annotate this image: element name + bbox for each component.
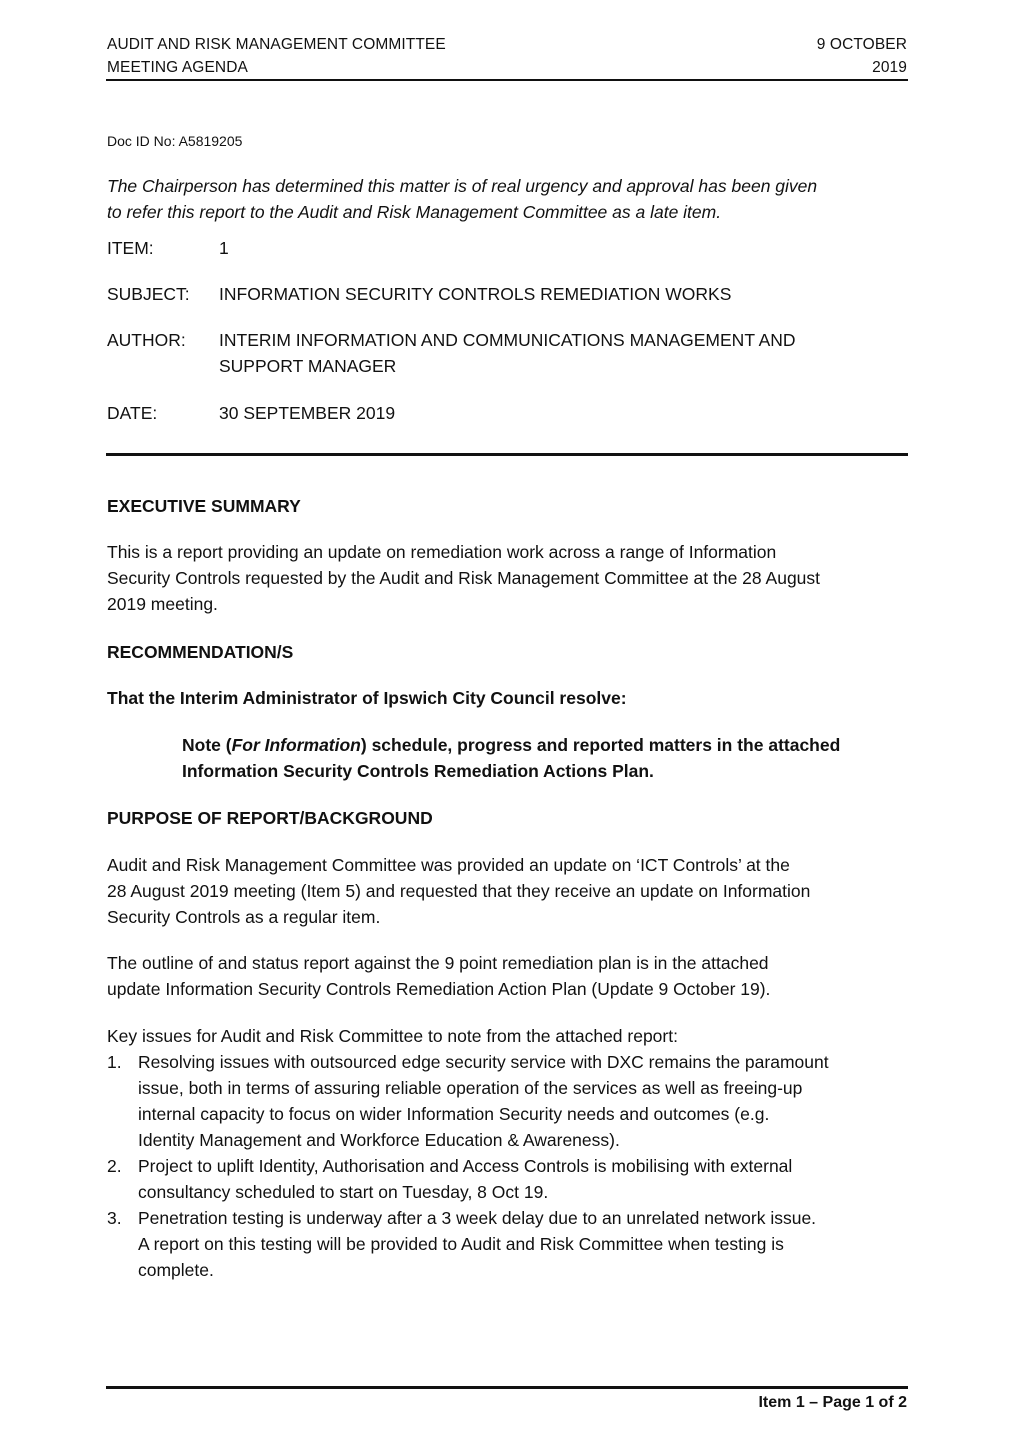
subject-value: INFORMATION SECURITY CONTROLS REMEDIATION WORKS: [219, 284, 732, 304]
author-value-line2: SUPPORT MANAGER: [219, 356, 397, 376]
purpose-heading: PURPOSE OF REPORT/BACKGROUND: [107, 808, 433, 828]
purpose-paragraph-2: [107, 950, 907, 1002]
list-item-line: complete.: [138, 1260, 214, 1280]
author-value-line1: INTERIM INFORMATION AND COMMUNICATIONS MANAGEMENT AND: [219, 330, 796, 350]
recommendation-note-line1: [182, 732, 902, 758]
page-number: Item 1 – Page 1 of 2: [758, 1394, 907, 1411]
header-committee: [107, 33, 446, 79]
urgency-note-line: The Chairperson has determined this matter is of real urgency and approval has been given: [107, 176, 818, 196]
header-committee-line1: AUDIT AND RISK MANAGEMENT COMMITTEE: [107, 36, 446, 53]
recommendation-note-line2: Information Security Controls Remediation Actions Plan.: [182, 761, 654, 781]
date-value: 30 SEPTEMBER 2019: [219, 403, 396, 423]
list-item: [107, 1205, 902, 1283]
list-item-number: 3.: [107, 1208, 122, 1228]
executive-summary-line: Security Controls requested by the Audit and Risk Management Committee at the 28 August: [107, 568, 821, 588]
recommendation-resolve: That the Interim Administrator of Ipswich City Council resolve:: [107, 688, 627, 708]
purpose-line: update Information Security Controls Remediation Action Plan (Update 9 October 19).: [107, 979, 771, 999]
list-item-line: internal capacity to focus on wider Information Security needs and outcomes (e.g.: [138, 1104, 770, 1124]
urgency-note: [107, 173, 907, 225]
list-item-line: A report on this testing will be provided to Audit and Risk Committee when testing is: [138, 1234, 784, 1254]
list-item-line: Project to uplift Identity, Authorisation and Access Controls is mobilising with external: [138, 1156, 793, 1176]
purpose-paragraph-1: [107, 852, 907, 930]
header-date-line2: 2019: [872, 59, 907, 76]
purpose-line: The outline of and status report against the 9 point remediation plan is in the attached: [107, 953, 769, 973]
doc-id: Doc ID No: A5819205: [107, 133, 243, 149]
subject-label: SUBJECT:: [107, 284, 190, 304]
recommendation-note: [182, 732, 902, 784]
header-date: [817, 33, 907, 79]
header-date-line1: 9 OCTOBER: [816, 36, 907, 53]
list-item-line: Penetration testing is underway after a 3 week delay due to an unrelated network issue.: [138, 1208, 817, 1228]
item-value: 1: [219, 238, 229, 258]
list-item-line: consultancy scheduled to start on Tuesday, 8 Oct 19.: [138, 1182, 549, 1202]
list-item-number: 1.: [107, 1052, 122, 1072]
list-item-line: issue, both in terms of assuring reliable operation of the services as well as freeing-up: [138, 1078, 803, 1098]
author-label: AUTHOR:: [107, 330, 186, 350]
urgency-note-line: to refer this report to the Audit and Risk Management Committee as a late item.: [107, 202, 722, 222]
executive-summary-line: 2019 meeting.: [107, 594, 218, 614]
purpose-line: 28 August 2019 meeting (Item 5) and requested that they receive an update on Information: [107, 881, 811, 901]
note-suffix: ) schedule, progress and reported matters in the attached: [360, 735, 841, 755]
footer-divider: [106, 1386, 908, 1389]
item-label: ITEM:: [107, 238, 154, 258]
executive-summary-text: [107, 539, 907, 617]
list-item: [107, 1153, 902, 1205]
header-divider: [106, 79, 908, 81]
meta-divider: [106, 453, 908, 456]
list-item: [107, 1049, 902, 1153]
recommendation-heading: RECOMMENDATION/S: [107, 642, 294, 662]
date-label: DATE:: [107, 403, 158, 423]
author-value: [219, 327, 899, 379]
note-italic: For Information: [231, 735, 361, 755]
list-item-number: 2.: [107, 1156, 122, 1176]
purpose-line: Audit and Risk Management Committee was provided an update on ‘ICT Controls’ at the: [107, 855, 790, 875]
executive-summary-line: This is a report providing an update on remediation work across a range of Information: [107, 542, 777, 562]
list-item-line: Resolving issues with outsourced edge security service with DXC remains the paramount: [138, 1052, 829, 1072]
list-item-line: Identity Management and Workforce Education & Awareness).: [138, 1130, 620, 1150]
executive-summary-heading: EXECUTIVE SUMMARY: [107, 496, 301, 516]
key-issues-list: [107, 1049, 902, 1283]
purpose-line: Security Controls as a regular item.: [107, 907, 381, 927]
key-issues-intro: Key issues for Audit and Risk Committee to note from the attached report:: [107, 1026, 678, 1046]
header-committee-line2: MEETING AGENDA: [107, 59, 248, 76]
note-prefix: Note (: [182, 735, 232, 755]
